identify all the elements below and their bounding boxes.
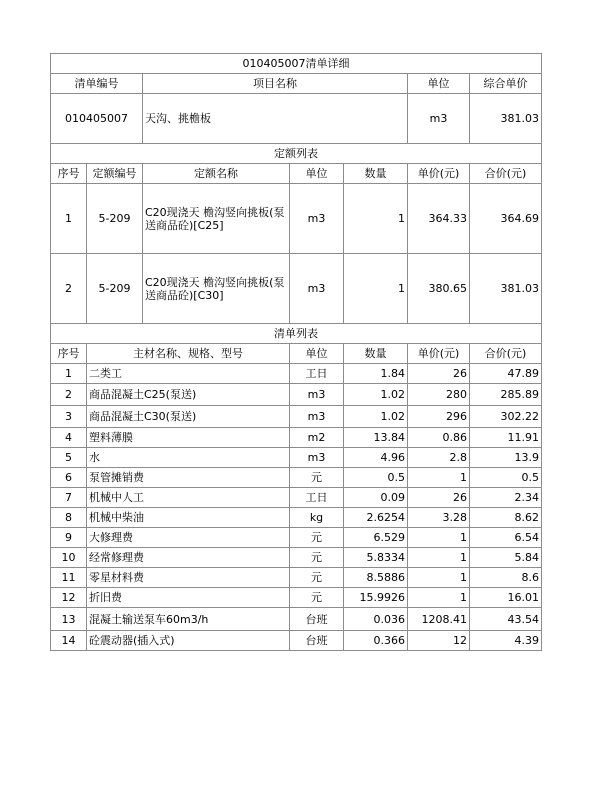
- table-title: 010405007清单详细: [51, 54, 542, 74]
- material-total: 16.01: [470, 588, 542, 608]
- material-price: 1: [408, 548, 470, 568]
- bill-detail-table: [50, 53, 542, 651]
- quota-name: C20现浇天 檐沟竖向挑板(泵送商品砼)[C25]: [143, 184, 290, 254]
- material-name: 大修理费: [87, 528, 290, 548]
- material-row: [51, 548, 542, 568]
- quota-unit: m3: [290, 254, 344, 324]
- material-qty: 2.6254: [344, 508, 408, 528]
- quota-code: 5-209: [87, 254, 143, 324]
- item-name: 天沟、挑檐板: [143, 94, 408, 144]
- material-name: 二类工: [87, 364, 290, 384]
- material-price: 1: [408, 468, 470, 488]
- material-price: 0.86: [408, 428, 470, 448]
- material-total: 8.6: [470, 568, 542, 588]
- quota-col-no: 序号: [51, 164, 87, 184]
- materials-section-title: 清单列表: [51, 324, 542, 344]
- material-name: 机械中人工: [87, 488, 290, 508]
- material-qty: 4.96: [344, 448, 408, 468]
- quota-col-name: 定额名称: [143, 164, 290, 184]
- material-no: 11: [51, 568, 87, 588]
- material-name: 商品混凝土C30(泵送): [87, 406, 290, 428]
- material-row: [51, 508, 542, 528]
- quota-col-price: 单价(元): [408, 164, 470, 184]
- materials-col-qty: 数量: [344, 344, 408, 364]
- material-unit: 元: [290, 548, 344, 568]
- material-name: 水: [87, 448, 290, 468]
- material-price: 1: [408, 568, 470, 588]
- quota-col-unit: 单位: [290, 164, 344, 184]
- bill-item-row: [51, 94, 542, 144]
- quota-col-qty: 数量: [344, 164, 408, 184]
- material-row: [51, 384, 542, 406]
- material-qty: 15.9926: [344, 588, 408, 608]
- quota-price: 380.65: [408, 254, 470, 324]
- material-unit: 元: [290, 568, 344, 588]
- material-row: [51, 448, 542, 468]
- item-unit: m3: [408, 94, 470, 144]
- material-total: 13.9: [470, 448, 542, 468]
- material-price: 3.28: [408, 508, 470, 528]
- quota-row: [51, 254, 542, 324]
- materials-col-total: 合价(元): [470, 344, 542, 364]
- material-no: 12: [51, 588, 87, 608]
- material-unit: kg: [290, 508, 344, 528]
- material-name: 混凝土输送泵车60m3/h: [87, 608, 290, 631]
- materials-header-row: [51, 344, 542, 364]
- material-unit: 元: [290, 528, 344, 548]
- material-name: 商品混凝土C25(泵送): [87, 384, 290, 406]
- material-qty: 13.84: [344, 428, 408, 448]
- material-row: [51, 488, 542, 508]
- material-unit: m3: [290, 448, 344, 468]
- quota-qty: 1: [344, 254, 408, 324]
- material-price: 1: [408, 528, 470, 548]
- material-no: 13: [51, 608, 87, 631]
- material-no: 1: [51, 364, 87, 384]
- material-total: 0.5: [470, 468, 542, 488]
- material-unit: m3: [290, 384, 344, 406]
- unit-label: 单位: [408, 74, 470, 94]
- material-qty: 0.366: [344, 631, 408, 651]
- quota-qty: 1: [344, 184, 408, 254]
- item-price: 381.03: [470, 94, 542, 144]
- material-name: 泵管摊销费: [87, 468, 290, 488]
- material-no: 4: [51, 428, 87, 448]
- material-row: [51, 588, 542, 608]
- material-qty: 0.5: [344, 468, 408, 488]
- material-name: 机械中柴油: [87, 508, 290, 528]
- material-total: 285.89: [470, 384, 542, 406]
- material-unit: 工日: [290, 364, 344, 384]
- materials-col-price: 单价(元): [408, 344, 470, 364]
- material-total: 5.84: [470, 548, 542, 568]
- material-qty: 5.8334: [344, 548, 408, 568]
- material-qty: 1.84: [344, 364, 408, 384]
- material-unit: 元: [290, 468, 344, 488]
- material-unit: 台班: [290, 631, 344, 651]
- material-price: 1: [408, 588, 470, 608]
- material-price: 26: [408, 364, 470, 384]
- quota-section-title: 定额列表: [51, 144, 542, 164]
- quota-total: 381.03: [470, 254, 542, 324]
- material-name: 折旧费: [87, 588, 290, 608]
- material-total: 47.89: [470, 364, 542, 384]
- material-qty: 1.02: [344, 406, 408, 428]
- material-row: [51, 468, 542, 488]
- material-no: 3: [51, 406, 87, 428]
- materials-col-no: 序号: [51, 344, 87, 364]
- quota-row: [51, 184, 542, 254]
- quota-total: 364.69: [470, 184, 542, 254]
- material-row: [51, 428, 542, 448]
- material-qty: 8.5886: [344, 568, 408, 588]
- material-price: 1208.41: [408, 608, 470, 631]
- quota-price: 364.33: [408, 184, 470, 254]
- item-code: 010405007: [51, 94, 143, 144]
- material-unit: m2: [290, 428, 344, 448]
- material-row: [51, 528, 542, 548]
- quota-header-row: [51, 164, 542, 184]
- material-no: 8: [51, 508, 87, 528]
- material-unit: 台班: [290, 608, 344, 631]
- material-total: 43.54: [470, 608, 542, 631]
- material-no: 14: [51, 631, 87, 651]
- materials-col-name: 主材名称、规格、型号: [87, 344, 290, 364]
- material-row: [51, 631, 542, 651]
- quota-no: 1: [51, 184, 87, 254]
- material-price: 12: [408, 631, 470, 651]
- material-no: 9: [51, 528, 87, 548]
- material-total: 8.62: [470, 508, 542, 528]
- materials-col-unit: 单位: [290, 344, 344, 364]
- material-name: 零星材料费: [87, 568, 290, 588]
- material-unit: m3: [290, 406, 344, 428]
- quota-code: 5-209: [87, 184, 143, 254]
- quota-col-code: 定额编号: [87, 164, 143, 184]
- material-unit: 工日: [290, 488, 344, 508]
- quota-col-total: 合价(元): [470, 164, 542, 184]
- material-row: [51, 568, 542, 588]
- bill-header-row: [51, 74, 542, 94]
- material-price: 280: [408, 384, 470, 406]
- material-name: 砼震动器(插入式): [87, 631, 290, 651]
- name-label: 项目名称: [143, 74, 408, 94]
- material-unit: 元: [290, 588, 344, 608]
- code-label: 清单编号: [51, 74, 143, 94]
- material-qty: 6.529: [344, 528, 408, 548]
- material-total: 6.54: [470, 528, 542, 548]
- material-no: 7: [51, 488, 87, 508]
- material-total: 11.91: [470, 428, 542, 448]
- price-label: 综合单价: [470, 74, 542, 94]
- material-name: 塑料薄膜: [87, 428, 290, 448]
- quota-name: C20现浇天 檐沟竖向挑板(泵送商品砼)[C30]: [143, 254, 290, 324]
- material-total: 4.39: [470, 631, 542, 651]
- material-price: 2.8: [408, 448, 470, 468]
- material-qty: 0.09: [344, 488, 408, 508]
- material-row: [51, 364, 542, 384]
- material-row: [51, 608, 542, 631]
- quota-unit: m3: [290, 184, 344, 254]
- material-row: [51, 406, 542, 428]
- material-price: 296: [408, 406, 470, 428]
- material-no: 2: [51, 384, 87, 406]
- material-qty: 0.036: [344, 608, 408, 631]
- material-price: 26: [408, 488, 470, 508]
- material-total: 302.22: [470, 406, 542, 428]
- material-qty: 1.02: [344, 384, 408, 406]
- material-no: 10: [51, 548, 87, 568]
- material-no: 6: [51, 468, 87, 488]
- material-no: 5: [51, 448, 87, 468]
- material-name: 经常修理费: [87, 548, 290, 568]
- quota-no: 2: [51, 254, 87, 324]
- material-total: 2.34: [470, 488, 542, 508]
